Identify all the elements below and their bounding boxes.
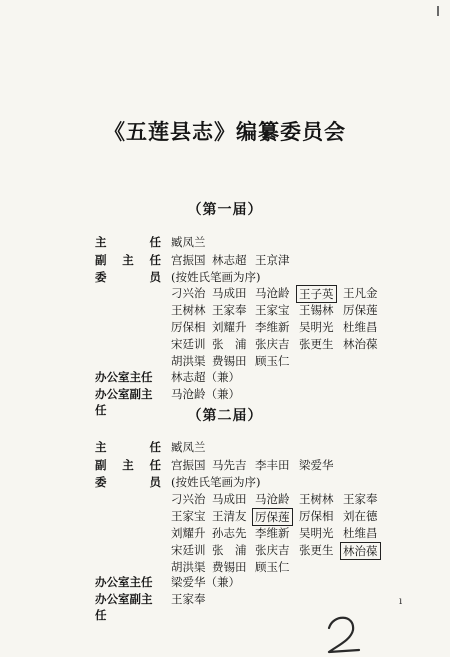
member-name: 刁兴治	[171, 286, 206, 300]
member-name: 刁兴治	[171, 492, 206, 506]
member-name: 王凡金	[343, 286, 378, 300]
roster-row	[0, 233, 450, 253]
roster-row	[0, 590, 450, 622]
member-name: 梁爱华（兼）	[171, 575, 240, 589]
member-name: (按姓氏笔画为序)	[171, 475, 261, 489]
member-name: 胡洪渠	[171, 354, 206, 368]
role-label: 副 主 任	[95, 458, 161, 472]
member-name: 王清友	[212, 509, 247, 523]
member-name: 张庆吉	[255, 543, 290, 557]
member-name: 顾玉仁	[255, 560, 290, 574]
member-name: 王锡林	[299, 303, 334, 317]
member-name: 张更生	[299, 543, 334, 557]
member-name: 王家奉	[343, 492, 378, 506]
member-name: 马沧龄（兼）	[171, 387, 240, 401]
member-name: 臧凤兰	[171, 235, 206, 249]
member-name: 王树林	[299, 492, 334, 506]
member-name: 厉保相	[299, 509, 334, 523]
roster-row	[0, 438, 450, 458]
role-label: 办公室副主任	[95, 592, 153, 622]
member-name: 厉保莲	[343, 303, 378, 317]
member-name: 顾玉仁	[255, 354, 290, 368]
member-name: 宫振国	[171, 458, 206, 472]
stray-mark: ı	[399, 596, 403, 607]
member-name: 刘耀升	[171, 526, 206, 540]
member-name: 费锡田	[212, 560, 247, 574]
member-name: 王子英	[296, 285, 337, 303]
member-name: 厉保莲	[252, 508, 293, 526]
member-name: 王家宝	[171, 509, 206, 523]
handwritten-page-number	[323, 612, 368, 657]
role-label: 主 任	[95, 235, 161, 249]
role-label: 办公室主任	[95, 575, 153, 589]
member-name: 张庆吉	[255, 337, 290, 351]
member-name: 李维新	[255, 526, 290, 540]
member-name: 杜维昌	[343, 526, 378, 540]
member-name: 宫振国	[171, 253, 206, 267]
role-label: 主 任	[95, 440, 161, 454]
member-name: 马成田	[212, 492, 247, 506]
member-name: 孙志先	[212, 526, 247, 540]
member-name: 马沧龄	[255, 286, 290, 300]
member-name: 吴明光	[299, 320, 334, 334]
member-name: 王家奉	[171, 592, 206, 606]
member-name: 梁爱华	[299, 458, 334, 472]
member-name: 费锡田	[212, 354, 247, 368]
member-name: 李维新	[255, 320, 290, 334]
member-name: 张 浦	[212, 543, 247, 557]
role-label: 委 员	[95, 270, 161, 284]
member-name: 王树林	[171, 303, 206, 317]
member-name: 王家奉	[212, 303, 247, 317]
role-label: 办公室副主任	[95, 387, 153, 417]
role-label: 办公室主任	[95, 370, 153, 384]
member-name: 宋廷训	[171, 543, 206, 557]
member-name: 厉保相	[171, 320, 206, 334]
member-name: (按姓氏笔画为序)	[171, 270, 261, 284]
member-name: 吴明光	[299, 526, 334, 540]
member-name: 王京津	[255, 253, 290, 267]
term-heading: （第一届）	[187, 202, 263, 218]
member-name: 张 浦	[212, 337, 247, 351]
term-heading: （第二届）	[187, 408, 263, 424]
member-name: 刘耀升	[212, 320, 247, 334]
member-name: 宋廷训	[171, 337, 206, 351]
role-label: 副 主 任	[95, 253, 161, 267]
member-name: 马沧龄	[255, 492, 290, 506]
member-name: 王家宝	[255, 303, 290, 317]
member-name: 林治葆	[340, 542, 381, 560]
member-name: 杜维昌	[343, 320, 378, 334]
member-name: 林志超（兼）	[171, 370, 240, 384]
member-name: 刘在德	[343, 509, 378, 523]
member-name: 臧凤兰	[171, 440, 206, 454]
member-name: 马成田	[212, 286, 247, 300]
page-title: 《五莲县志》编纂委员会	[104, 119, 346, 144]
member-name: 张更生	[299, 337, 334, 351]
scan-edge-mark	[437, 6, 439, 16]
role-label: 委 员	[95, 475, 161, 489]
member-name: 林志超	[212, 253, 247, 267]
member-name: 李丰田	[255, 458, 290, 472]
member-name: 马先吉	[212, 458, 247, 472]
member-name: 林治葆	[343, 337, 378, 351]
member-name: 胡洪渠	[171, 560, 206, 574]
